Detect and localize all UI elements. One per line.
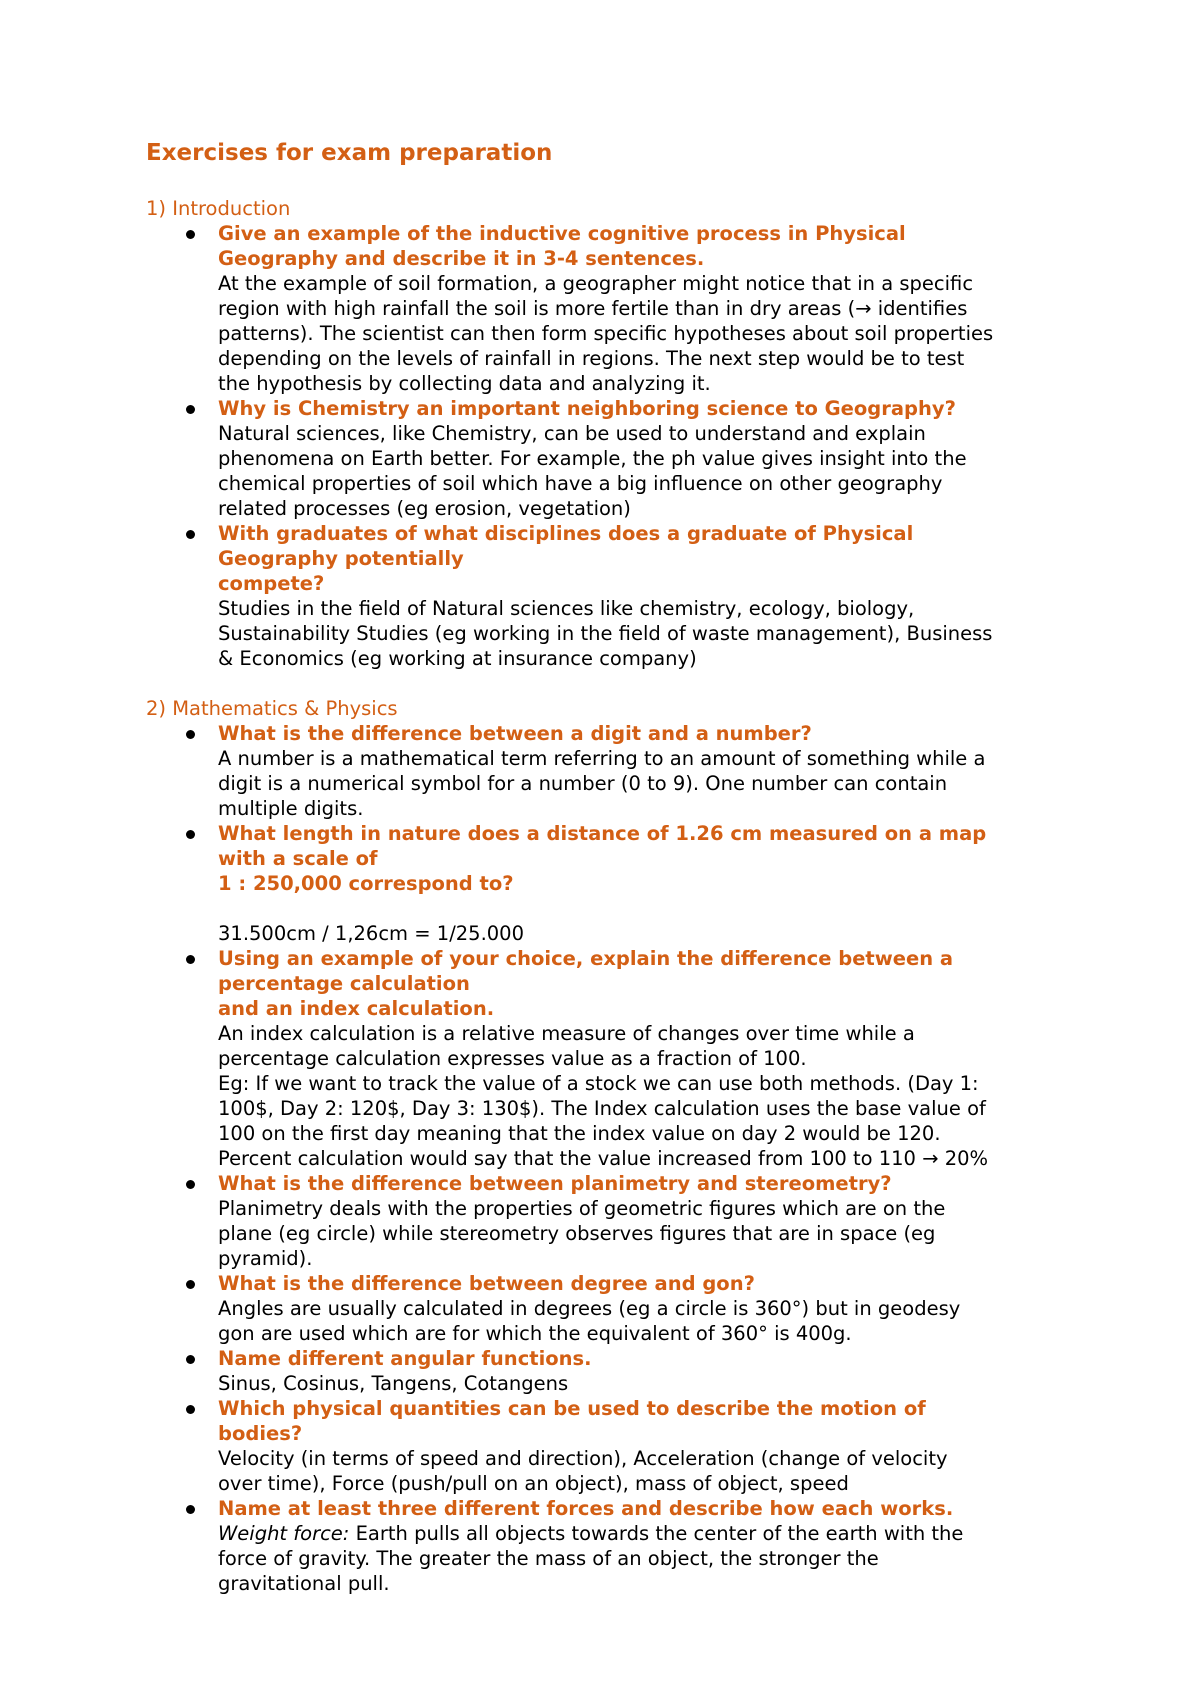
answer-text: An index calculation is a relative measure of changes over time while a bbox=[218, 1022, 915, 1045]
bullet-icon bbox=[186, 530, 195, 539]
bullet-icon bbox=[186, 230, 195, 239]
question-list bbox=[146, 721, 1076, 1596]
list-item bbox=[146, 521, 1076, 671]
question-text: Geography potentially bbox=[218, 547, 464, 570]
answer-text: A number is a mathematical term referring to an amount of something while a bbox=[218, 747, 986, 770]
answer-text bbox=[218, 896, 1076, 921]
bullet-icon bbox=[186, 1280, 195, 1289]
question-text: Which physical quantities can be used to describe the motion of bbox=[218, 1397, 926, 1420]
list-item bbox=[146, 396, 1076, 521]
bullet-icon bbox=[186, 1180, 195, 1189]
answer-text: Angles are usually calculated in degrees (eg a circle is 360°) but in geodesy bbox=[218, 1297, 961, 1320]
list-item bbox=[146, 1396, 1076, 1496]
answer-text: gon are used which are for which the equivalent of 360° is 400g. bbox=[218, 1322, 852, 1345]
question-text: Using an example of your choice, explain the difference between a bbox=[218, 947, 954, 970]
question-text: Geography and describe it in 3-4 sentences. bbox=[218, 247, 705, 270]
answer-text: phenomena on Earth better. For example, the ph value gives insight into the bbox=[218, 447, 967, 470]
answer-text: Sustainability Studies (eg working in the field of waste management), Business bbox=[218, 622, 993, 645]
answer-text: chemical properties of soil which have a big influence on other geography bbox=[218, 472, 943, 495]
page-title: Exercises for exam preparation bbox=[146, 140, 553, 166]
answer-text: multiple digits. bbox=[218, 797, 364, 820]
bullet-icon bbox=[186, 1405, 195, 1414]
answer-text: related processes (eg erosion, vegetation) bbox=[218, 497, 631, 520]
answer-text: gravitational pull. bbox=[218, 1572, 390, 1595]
question-text: bodies? bbox=[218, 1422, 303, 1445]
answer-text: over time), Force (push/pull on an object), mass of object, speed bbox=[218, 1472, 849, 1495]
bullet-icon bbox=[186, 830, 195, 839]
answer-text: 100 on the first day meaning that the index value on day 2 would be 120. bbox=[218, 1122, 941, 1145]
answer-text: pyramid). bbox=[218, 1247, 313, 1270]
question-text: Name at least three different forces and describe how each works. bbox=[218, 1497, 954, 1520]
question-text: What is the difference between degree and gon? bbox=[218, 1272, 755, 1295]
question-text: What is the difference between planimetry and stereometry? bbox=[218, 1172, 892, 1195]
answer-text: the hypothesis by collecting data and analyzing it. bbox=[218, 372, 711, 395]
list-item bbox=[146, 1346, 1076, 1396]
answer-text: patterns). The scientist can then form specific hypotheses about soil properties bbox=[218, 322, 994, 345]
answer-text-part: Earth pulls all objects towards the center of the earth with the bbox=[349, 1522, 964, 1545]
section-heading: 1) Introduction bbox=[146, 197, 291, 220]
answer-text: plane (eg circle) while stereometry observes figures that are in space (eg bbox=[218, 1222, 936, 1245]
list-item bbox=[146, 1171, 1076, 1271]
question-text: Name different angular functions. bbox=[218, 1347, 592, 1370]
question-text: Give an example of the inductive cognitive process in Physical bbox=[218, 222, 906, 245]
question-text: With graduates of what disciplines does a graduate of Physical bbox=[218, 522, 914, 545]
answer-text: Velocity (in terms of speed and direction), Acceleration (change of velocity bbox=[218, 1447, 948, 1470]
question-text: with a scale of bbox=[218, 847, 378, 870]
answer-text: Sinus, Cosinus, Tangens, Cotangens bbox=[218, 1372, 569, 1395]
bullet-icon bbox=[186, 730, 195, 739]
answer-text bbox=[218, 1521, 1076, 1546]
answer-label: Weight force: bbox=[218, 1522, 350, 1545]
bullet-icon bbox=[186, 1505, 195, 1514]
question-text: 1 : 250,000 correspond to? bbox=[218, 872, 514, 895]
answer-text: Eg: If we want to track the value of a stock we can use both methods. (Day 1: bbox=[218, 1072, 979, 1095]
answer-text: Planimetry deals with the properties of geometric figures which are on the bbox=[218, 1197, 946, 1220]
question-text: Why is Chemistry an important neighboring science to Geography? bbox=[218, 397, 956, 420]
answer-text: digit is a numerical symbol for a number (0 to 9). One number can contain bbox=[218, 772, 948, 795]
question-text: compete? bbox=[218, 572, 325, 595]
question-text: What is the difference between a digit and a number? bbox=[218, 722, 812, 745]
answer-text: 31.500cm / 1,26cm = 1/25.000 bbox=[218, 922, 524, 945]
answer-text: force of gravity. The greater the mass of an object, the stronger the bbox=[218, 1547, 879, 1570]
list-item bbox=[146, 1271, 1076, 1346]
question-list bbox=[146, 221, 1076, 671]
question-text: What length in nature does a distance of 1.26 cm measured on a map bbox=[218, 822, 987, 845]
answer-text: Natural sciences, like Chemistry, can be used to understand and explain bbox=[218, 422, 926, 445]
list-item bbox=[146, 221, 1076, 396]
bullet-icon bbox=[186, 405, 195, 414]
bullet-icon bbox=[186, 1355, 195, 1364]
answer-text: & Economics (eg working at insurance company) bbox=[218, 647, 697, 670]
question-text: percentage calculation bbox=[218, 972, 470, 995]
answer-text: At the example of soil formation, a geographer might notice that in a specific bbox=[218, 272, 974, 295]
list-item bbox=[146, 1496, 1076, 1596]
answer-text: 100$, Day 2: 120$, Day 3: 130$). The Index calculation uses the base value of bbox=[218, 1097, 986, 1120]
answer-text: region with high rainfall the soil is more fertile than in dry areas (→ identifies bbox=[218, 297, 968, 320]
list-item bbox=[146, 946, 1076, 1171]
list-item bbox=[146, 821, 1076, 946]
document-content bbox=[146, 196, 1076, 1596]
section-heading: 2) Mathematics & Physics bbox=[146, 697, 398, 720]
answer-text: Studies in the field of Natural sciences like chemistry, ecology, biology, bbox=[218, 597, 915, 620]
bullet-icon bbox=[186, 955, 195, 964]
question-text: and an index calculation. bbox=[218, 997, 495, 1020]
answer-text: Percent calculation would say that the value increased from 100 to 110 → 20% bbox=[218, 1147, 989, 1170]
answer-text: depending on the levels of rainfall in regions. The next step would be to test bbox=[218, 347, 965, 370]
answer-text: percentage calculation expresses value as a fraction of 100. bbox=[218, 1047, 807, 1070]
list-item bbox=[146, 721, 1076, 821]
